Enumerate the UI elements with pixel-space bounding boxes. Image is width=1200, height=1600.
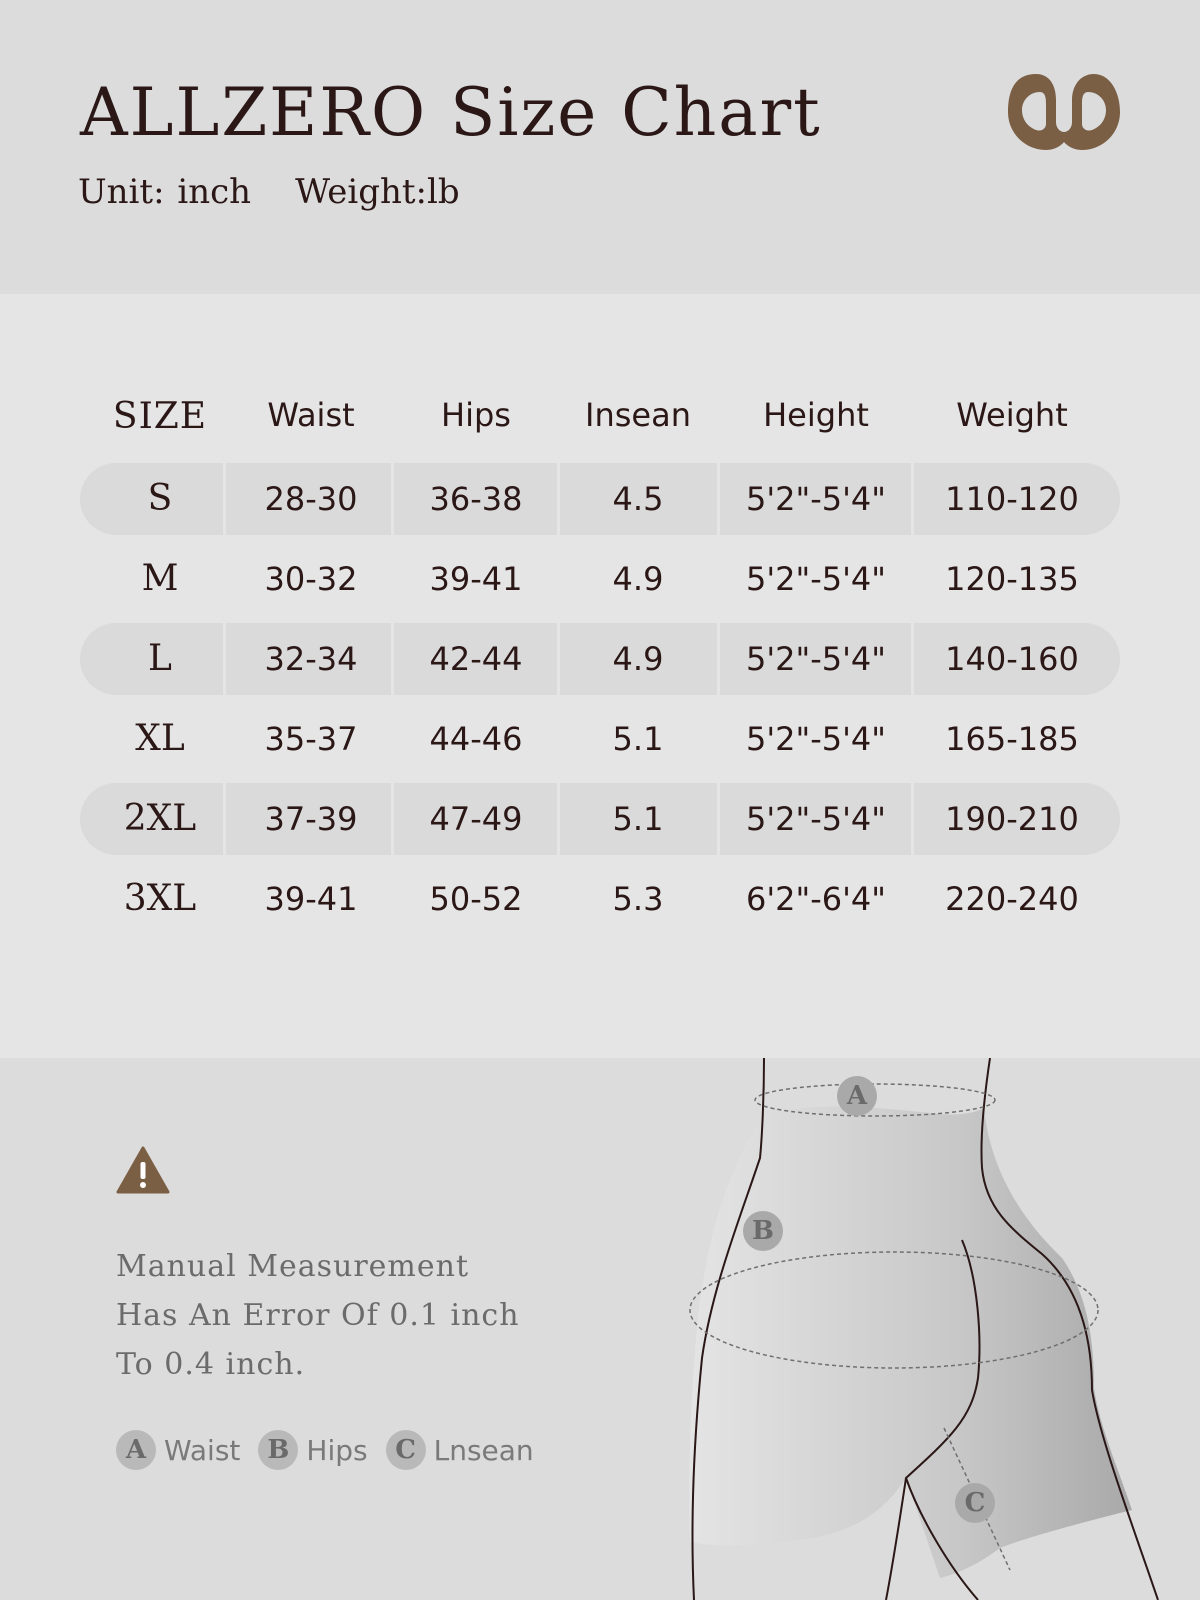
- cell-waist: 37-39: [264, 800, 358, 838]
- cell-size: 2XL: [123, 798, 197, 839]
- page-title: ALLZERO Size Chart: [80, 74, 822, 151]
- cell-height: 5'2"-5'4": [745, 480, 886, 518]
- legend-label: Waist: [164, 1433, 241, 1467]
- cell-height: 5'2"-5'4": [745, 720, 886, 758]
- cell-height: 5'2"-5'4": [745, 640, 886, 678]
- cell-size: S: [147, 478, 173, 519]
- cell-weight: 110-120: [945, 480, 1079, 518]
- col-header-size: SIZE: [112, 396, 208, 437]
- note-line: Manual Measurement: [116, 1249, 470, 1284]
- cell-weight: 220-240: [945, 880, 1079, 918]
- cell-waist: 28-30: [264, 480, 358, 518]
- cell-size: L: [148, 638, 172, 679]
- hips-marker: B: [743, 1211, 783, 1251]
- cell-insean: 4.9: [612, 640, 664, 678]
- cell-insean: 4.5: [612, 480, 664, 518]
- note-line: Has An Error Of 0.1 inch: [116, 1298, 520, 1333]
- cell-waist: 32-34: [264, 640, 358, 678]
- cell-insean: 5.1: [612, 720, 664, 758]
- legend-label: Lnsean: [433, 1433, 534, 1467]
- legend-label: Hips: [306, 1433, 368, 1467]
- col-header-weight: Weight: [956, 396, 1068, 434]
- cell-insean: 5.3: [612, 880, 664, 918]
- col-header-height: Height: [763, 396, 869, 434]
- col-header-insean: Insean: [585, 396, 691, 434]
- cell-size: M: [141, 558, 179, 599]
- legend-badge: A: [116, 1430, 156, 1470]
- cell-weight: 120-135: [945, 560, 1079, 598]
- units-line: [78, 172, 460, 212]
- cell-waist: 35-37: [264, 720, 358, 758]
- note-line: To 0.4 inch.: [116, 1347, 306, 1382]
- legend-badge: C: [386, 1430, 426, 1470]
- cell-height: 5'2"-5'4": [745, 800, 886, 838]
- cell-weight: 190-210: [945, 800, 1079, 838]
- cell-insean: 4.9: [612, 560, 664, 598]
- cell-waist: 30-32: [264, 560, 358, 598]
- cell-size: 3XL: [123, 878, 197, 919]
- cell-insean: 5.1: [612, 800, 664, 838]
- cell-hips: 44-46: [429, 720, 523, 758]
- cell-hips: 39-41: [429, 560, 523, 598]
- cell-hips: 50-52: [429, 880, 523, 918]
- cell-size: XL: [135, 718, 185, 759]
- cell-hips: 47-49: [429, 800, 523, 838]
- waist-marker: A: [837, 1076, 877, 1116]
- legend-badge: B: [258, 1430, 298, 1470]
- unit-label: Unit: inch: [78, 172, 252, 212]
- cell-height: 6'2"-6'4": [745, 880, 886, 918]
- cell-hips: 36-38: [429, 480, 523, 518]
- shorts-figure-illustration: [0, 1058, 1200, 1600]
- header: [0, 0, 1200, 294]
- cell-height: 5'2"-5'4": [745, 560, 886, 598]
- col-header-waist: Waist: [267, 396, 355, 434]
- cell-hips: 42-44: [429, 640, 523, 678]
- cell-waist: 39-41: [264, 880, 358, 918]
- weight-label: Weight:lb: [295, 172, 460, 212]
- brand-logo-icon: [1006, 70, 1122, 154]
- col-header-hips: Hips: [441, 396, 511, 434]
- insean-marker: C: [955, 1483, 995, 1523]
- cell-weight: 140-160: [945, 640, 1079, 678]
- cell-weight: 165-185: [945, 720, 1079, 758]
